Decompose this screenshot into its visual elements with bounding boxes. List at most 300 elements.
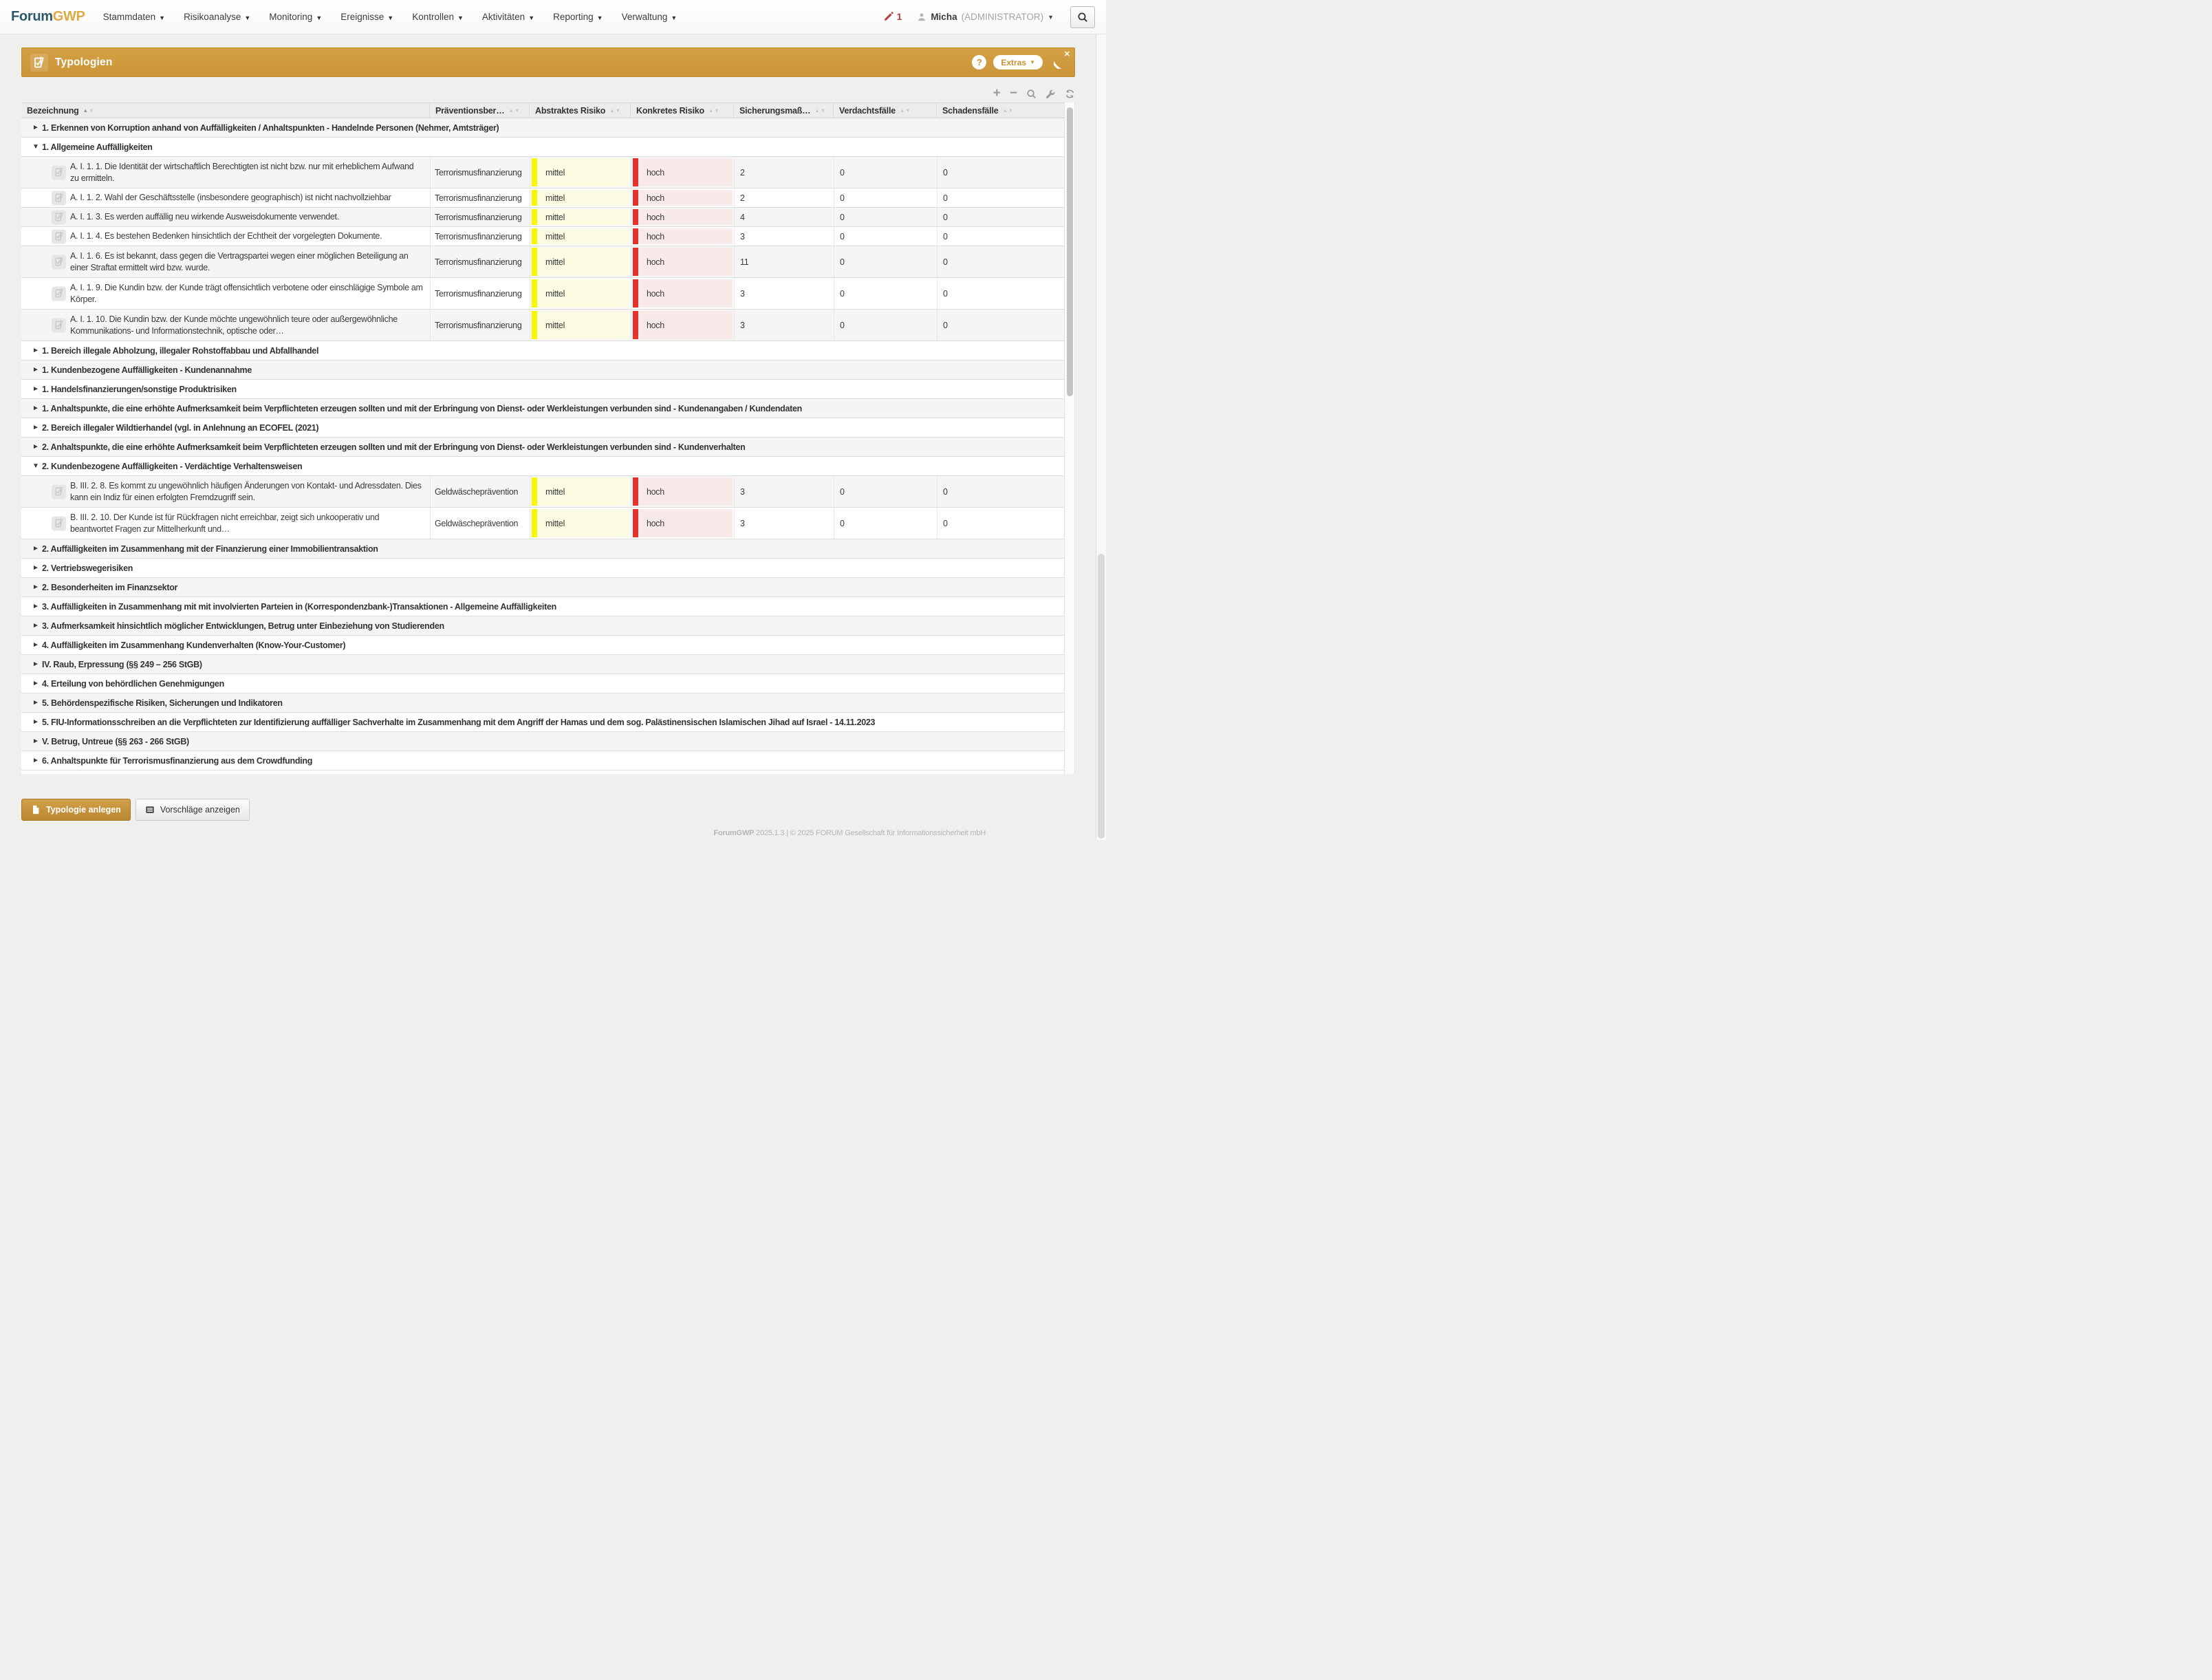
safeguards-count-cell: 2: [734, 189, 834, 207]
column-header-schadensfälle[interactable]: [937, 103, 1064, 118]
chevron-down-icon: ▼: [528, 14, 535, 21]
group-label: 1. Allgemeine Auffälligkeiten: [42, 142, 153, 152]
typology-row[interactable]: [21, 208, 1064, 227]
damage-cases-cell: 0: [937, 208, 1064, 226]
pending-edits-count: 1: [896, 12, 902, 22]
column-header-bezeichnung[interactable]: [21, 103, 430, 118]
search-icon[interactable]: [1026, 87, 1037, 100]
typology-name-cell: [21, 278, 430, 309]
suspicion-cases-cell: 0: [834, 208, 937, 226]
typology-row[interactable]: [21, 157, 1064, 189]
group-cell: [21, 380, 1064, 398]
pencil-icon: [883, 12, 893, 22]
suspicion-cases-cell: 0: [834, 310, 937, 341]
risk-badge-mittel: [532, 311, 629, 339]
group-row[interactable]: [21, 360, 1064, 380]
risk-color-bar: [633, 190, 638, 206]
risk-color-bar: [532, 228, 537, 244]
extras-label: Extras: [1001, 57, 1027, 67]
group-row[interactable]: [21, 616, 1064, 636]
panel-header-actions: [972, 55, 1043, 69]
group-cell: [21, 578, 1064, 596]
sort-icons[interactable]: ▲▼: [899, 107, 911, 114]
typology-row[interactable]: [21, 278, 1064, 310]
bottom-actions: [21, 799, 250, 821]
nav-menu-label: Monitoring: [269, 12, 313, 22]
risk-badge-mittel: [532, 158, 629, 186]
typology-name-cell: [21, 508, 430, 539]
chevron-down-icon: ▼: [316, 14, 323, 21]
typology-name-cell: [21, 310, 430, 341]
prevention-area-cell: Terrorismusfinanzierung: [430, 310, 530, 341]
column-header-sicherungsmaß[interactable]: [734, 103, 834, 118]
typology-check-icon: [52, 191, 66, 205]
group-cell: [21, 438, 1064, 456]
prevention-area-cell: Terrorismusfinanzierung: [430, 246, 530, 277]
risk-badge-hoch: [633, 209, 733, 225]
group-row[interactable]: [21, 578, 1064, 597]
risk-badge-hoch: [633, 509, 733, 537]
global-search-button[interactable]: [1070, 6, 1095, 28]
nav-menu-label: Stammdaten: [102, 12, 156, 22]
app-logo[interactable]: [11, 9, 85, 25]
caret-collapsed-icon[interactable]: ►: [32, 385, 39, 393]
risk-level-label: mittel: [537, 158, 629, 186]
table-header-row: [21, 103, 1064, 118]
group-label: 6. Anhaltspunkte für Terrorismusfinanzierung aus dem Crowdfunding: [42, 755, 313, 766]
group-label: 2. Vertriebswegerisiken: [42, 563, 133, 573]
sort-icons[interactable]: ▲▼: [83, 107, 95, 114]
typology-icon: [30, 54, 48, 72]
group-row[interactable]: [21, 539, 1064, 559]
risk-badge-mittel: [532, 190, 629, 206]
typology-row[interactable]: [21, 227, 1064, 246]
group-label: 1. Erkennen von Korruption anhand von Auffälligkeiten / Anhaltspunkten - Handelnde Personen (Nehmer, Amtsträger): [42, 122, 499, 133]
typology-check-icon: [52, 210, 66, 224]
user-name: Micha: [931, 12, 957, 22]
group-row[interactable]: [21, 713, 1064, 732]
prevention-area-cell: Geldwäscheprävention: [430, 476, 530, 507]
footer-separator: |: [786, 829, 788, 837]
group-cell: [21, 118, 1064, 137]
typology-check-icon: [52, 516, 66, 530]
footer-copyright: © 2025 FORUM Gesellschaft für Informationssicherheit mbH: [790, 829, 986, 837]
extras-button[interactable]: [993, 55, 1043, 69]
typology-text: A. I. 1. 2. Wahl der Geschäftsstelle (insbesondere geographisch) ist nicht nachvollziehbar: [70, 193, 391, 202]
group-label: 3. Auffälligkeiten in Zusammenhang mit mit involvierten Parteien in (Korrespondenzbank-)Transaktionen - Allgemeine Auffälligkeiten: [42, 601, 556, 612]
suspicion-cases-cell: 0: [834, 157, 937, 188]
chevron-down-icon: ▼: [671, 14, 677, 21]
suspicion-cases-cell: 0: [834, 508, 937, 539]
risk-color-bar: [633, 477, 638, 506]
group-row[interactable]: [21, 655, 1064, 674]
footer-app-name: ForumGWP: [713, 829, 755, 837]
create-typology-button[interactable]: [21, 799, 131, 821]
damage-cases-cell: 0: [937, 157, 1064, 188]
typology-row[interactable]: [21, 246, 1064, 278]
typology-name-cell: [21, 476, 430, 507]
risk-badge-hoch: [633, 279, 733, 308]
risk-color-bar: [532, 209, 537, 225]
footer-version: 2025.1.3: [756, 829, 785, 837]
damage-cases-cell: 0: [937, 189, 1064, 207]
typology-text: A. I. 1. 1. Die Identität der wirtschaftlich Berechtigten ist nicht bzw. nur mit erheblichem Aufwand zu ermitteln.: [70, 161, 414, 183]
sort-icons[interactable]: ▲▼: [508, 107, 521, 114]
nav-menu-risikoanalyse[interactable]: [184, 12, 250, 22]
typology-row[interactable]: [21, 476, 1064, 508]
typology-row[interactable]: [21, 508, 1064, 539]
risk-color-bar: [532, 190, 537, 206]
user-menu[interactable]: [917, 12, 1054, 22]
group-label: 2. Besonderheiten im Finanzsektor: [42, 582, 178, 592]
suspicion-cases-cell: 0: [834, 476, 937, 507]
safeguards-count-cell: 2: [734, 157, 834, 188]
risk-badge-mittel: [532, 209, 629, 225]
caret-collapsed-icon[interactable]: ►: [32, 443, 39, 451]
group-label: 1. Anhaltspunkte, die eine erhöhte Aufmerksamkeit beim Verpflichteten erzeugen sollten und mit der Erbringung von Dienst- oder Werkleistungen verbunden sind - Kundenangaben / Kundendaten: [42, 403, 803, 413]
suspicion-cases-cell: 0: [834, 227, 937, 246]
chevron-down-icon: ▼: [1048, 13, 1054, 21]
damage-cases-cell: 0: [937, 508, 1064, 539]
nav-menu-kontrollen[interactable]: [412, 12, 464, 22]
group-row[interactable]: [21, 674, 1064, 693]
risk-color-bar: [633, 158, 638, 186]
damage-cases-cell: 0: [937, 278, 1064, 309]
risk-color-bar: [633, 279, 638, 308]
group-label: 1. Handelsfinanzierungen/sonstige Produktrisiken: [42, 384, 237, 394]
footer: [713, 829, 986, 837]
group-label: V. Betrug, Untreue (§§ 263 - 266 StGB): [42, 736, 189, 746]
risk-color-bar: [532, 311, 537, 339]
typology-row[interactable]: [21, 189, 1064, 208]
risk-level-label: mittel: [537, 209, 629, 225]
wrench-icon[interactable]: [1045, 87, 1056, 100]
group-label: 1. Bereich illegale Abholzung, illegaler Rohstoffabbau und Abfallhandel: [42, 345, 319, 356]
safeguards-count-cell: 3: [734, 227, 834, 246]
group-row[interactable]: [21, 438, 1064, 457]
typology-text: A. I. 1. 6. Es ist bekannt, dass gegen die Vertragspartei wegen einer möglichen Beteiligung an einer Straftat ermittelt wird bzw. wurde.: [70, 250, 409, 272]
typology-check-icon: [52, 255, 66, 269]
risk-badge-mittel: [532, 279, 629, 308]
group-row[interactable]: [21, 636, 1064, 655]
risk-level-label: mittel: [537, 248, 629, 276]
risk-color-bar: [633, 248, 638, 276]
damage-cases-cell: 0: [937, 246, 1064, 277]
refresh-icon[interactable]: [1065, 87, 1075, 100]
minus-icon[interactable]: −: [1009, 86, 1017, 100]
risk-cell: [631, 310, 734, 341]
risk-cell: [530, 310, 631, 341]
risk-cell: [631, 246, 734, 277]
caret-collapsed-icon[interactable]: ►: [32, 680, 39, 687]
risk-badge-hoch: [633, 311, 733, 339]
group-row[interactable]: [21, 418, 1064, 438]
column-header-verdachtsfälle[interactable]: [834, 103, 937, 118]
prevention-area-cell: Terrorismusfinanzierung: [430, 157, 530, 188]
risk-level-label: hoch: [638, 209, 733, 225]
typology-text: A. I. 1. 3. Es werden auffällig neu wirkende Ausweisdokumente verwendet.: [70, 212, 339, 222]
group-cell: [21, 360, 1064, 379]
risk-cell: [530, 208, 631, 226]
column-header-abstraktes-risiko[interactable]: [530, 103, 631, 118]
nav-menu-reporting[interactable]: [553, 12, 603, 22]
typology-check-icon: [52, 286, 66, 301]
group-row[interactable]: [21, 732, 1064, 751]
nav-menu-label: Kontrollen: [412, 12, 454, 22]
group-cell: [21, 341, 1064, 360]
caret-collapsed-icon[interactable]: ►: [32, 424, 39, 431]
chevron-down-icon: ▼: [1030, 59, 1035, 65]
suspicion-cases-cell: 0: [834, 246, 937, 277]
safeguards-count-cell: 4: [734, 208, 834, 226]
plus-icon[interactable]: +: [993, 86, 1001, 100]
caret-expanded-icon[interactable]: ▼: [32, 462, 39, 470]
risk-cell: [530, 227, 631, 246]
risk-cell: [530, 157, 631, 188]
caret-collapsed-icon[interactable]: ►: [32, 737, 39, 745]
risk-cell: [530, 508, 631, 539]
app-logo-part2: GWP: [52, 9, 85, 24]
typology-text: A. I. 1. 4. Es bestehen Bedenken hinsichtlich der Echtheit der vorgelegten Dokumente.: [70, 231, 382, 241]
column-header-konkretes-risiko[interactable]: [631, 103, 734, 118]
prevention-area-cell: Geldwäscheprävention: [430, 508, 530, 539]
group-label: 4. Erteilung von behördlichen Genehmigungen: [42, 678, 224, 689]
nav-menu-label: Risikoanalyse: [184, 12, 241, 22]
window-scrollbar[interactable]: [1096, 34, 1106, 840]
risk-level-label: mittel: [537, 509, 629, 537]
nav-menu-monitoring[interactable]: [269, 12, 322, 22]
risk-level-label: hoch: [638, 311, 733, 339]
prevention-area-cell: Terrorismusfinanzierung: [430, 208, 530, 226]
nav-menu-label: Reporting: [553, 12, 594, 22]
suspicion-cases-cell: 0: [834, 278, 937, 309]
risk-cell: [631, 208, 734, 226]
show-suggestions-button[interactable]: [135, 799, 250, 821]
risk-badge-hoch: [633, 158, 733, 186]
nav-menu-stammdaten[interactable]: [103, 12, 165, 22]
group-cell: [21, 539, 1064, 558]
page-title: Typologien: [55, 56, 113, 68]
prevention-area-cell: Terrorismusfinanzierung: [430, 227, 530, 246]
column-label: Abstraktes Risiko: [535, 105, 606, 116]
group-row[interactable]: [21, 341, 1064, 360]
group-cell: [21, 597, 1064, 616]
chevron-down-icon: ▼: [457, 14, 464, 21]
caret-collapsed-icon[interactable]: ►: [32, 347, 39, 354]
group-cell: [21, 655, 1064, 674]
risk-level-label: mittel: [537, 311, 629, 339]
risk-cell: [530, 246, 631, 277]
app-logo-part1: Forum: [11, 9, 53, 24]
risk-level-label: hoch: [638, 279, 733, 308]
group-row[interactable]: [21, 559, 1064, 578]
risk-level-label: mittel: [537, 228, 629, 244]
group-cell: [21, 713, 1064, 731]
damage-cases-cell: 0: [937, 227, 1064, 246]
group-label: 2. Anhaltspunkte, die eine erhöhte Aufmerksamkeit beim Verpflichteten erzeugen sollten und mit der Erbringung von Dienst- oder Werkleistungen verbunden sind - Kundenverhalten: [42, 442, 746, 452]
risk-level-label: hoch: [638, 190, 733, 206]
caret-collapsed-icon[interactable]: ►: [32, 564, 39, 572]
safeguards-count-cell: 11: [734, 246, 834, 277]
risk-cell: [631, 157, 734, 188]
risk-color-bar: [532, 477, 537, 506]
caret-collapsed-icon[interactable]: ►: [32, 366, 39, 374]
chevron-down-icon: ▼: [596, 14, 603, 21]
risk-badge-mittel: [532, 477, 629, 506]
risk-color-bar: [532, 158, 537, 186]
window-scrollbar-thumb[interactable]: [1098, 554, 1105, 839]
nav-menu-label: Verwaltung: [621, 12, 668, 22]
risk-level-label: mittel: [537, 190, 629, 206]
caret-collapsed-icon[interactable]: ►: [32, 718, 39, 726]
risk-color-bar: [532, 248, 537, 276]
nav-menu-ereignisse[interactable]: [340, 12, 393, 22]
group-cell: [21, 418, 1064, 437]
caret-collapsed-icon[interactable]: ►: [32, 405, 39, 412]
list-icon: [145, 805, 155, 815]
caret-collapsed-icon[interactable]: ►: [32, 603, 39, 610]
typology-check-icon: [52, 165, 66, 180]
typology-name-cell: [21, 227, 430, 246]
group-row[interactable]: [21, 380, 1064, 399]
risk-cell: [631, 227, 734, 246]
typology-name-cell: [21, 189, 430, 207]
risk-level-label: hoch: [638, 228, 733, 244]
close-icon: ✕: [1063, 50, 1070, 58]
prevention-area-cell: Terrorismusfinanzierung: [430, 189, 530, 207]
group-cell: [21, 693, 1064, 712]
caret-collapsed-icon[interactable]: ►: [32, 124, 39, 131]
typology-text: A. I. 1. 10. Die Kundin bzw. der Kunde möchte ungewöhnlich teure oder außergewöhnliche Kommunikations- und Informationstechnik, optische oder…: [70, 314, 398, 336]
nav-menu-aktivitäten[interactable]: [482, 12, 534, 22]
group-row[interactable]: [21, 751, 1064, 771]
risk-color-bar: [532, 509, 537, 537]
caret-collapsed-icon[interactable]: ►: [32, 660, 39, 668]
risk-cell: [530, 189, 631, 207]
sort-icons[interactable]: ▲▼: [814, 107, 827, 114]
table-scrollbar-thumb[interactable]: [1067, 107, 1073, 396]
risk-cell: [530, 476, 631, 507]
column-label: Präventionsber…: [435, 105, 505, 116]
safeguards-count-cell: 3: [734, 278, 834, 309]
suspicion-cases-cell: 0: [834, 189, 937, 207]
chevron-down-icon: ▼: [387, 14, 394, 21]
damage-cases-cell: 0: [937, 476, 1064, 507]
column-label: Konkretes Risiko: [636, 105, 704, 116]
group-row[interactable]: [21, 399, 1064, 418]
group-label: 3. Aufmerksamkeit hinsichtlich möglicher Entwicklungen, Betrug unter Einbeziehung von Studierenden: [42, 621, 444, 631]
prevention-area-cell: Terrorismusfinanzierung: [430, 278, 530, 309]
typology-row[interactable]: [21, 310, 1064, 341]
table-body: [21, 118, 1064, 771]
search-icon: [1077, 12, 1088, 23]
column-label: Bezeichnung: [27, 105, 79, 116]
table-toolbar: [993, 87, 1075, 100]
group-row[interactable]: [21, 693, 1064, 713]
group-label: 2. Bereich illegaler Wildtierhandel (vgl. in Anlehnung an ECOFEL (2021): [42, 422, 319, 433]
caret-collapsed-icon[interactable]: ►: [32, 757, 39, 764]
typology-name-cell: [21, 208, 430, 226]
group-row[interactable]: [21, 457, 1064, 476]
risk-cell: [631, 189, 734, 207]
column-label: Sicherungsmaß…: [739, 105, 811, 116]
risk-cell: [631, 508, 734, 539]
top-navbar: [0, 0, 1106, 34]
group-label: 2. Kundenbezogene Auffälligkeiten - Verdächtige Verhaltensweisen: [42, 461, 303, 471]
caret-expanded-icon[interactable]: ▼: [32, 143, 39, 151]
group-label: 2. Auffälligkeiten im Zusammenhang mit der Finanzierung einer Immobilientransaktion: [42, 543, 378, 554]
user-icon: [917, 12, 926, 22]
column-header-präventionsber[interactable]: [430, 103, 530, 118]
risk-badge-mittel: [532, 228, 629, 244]
risk-cell: [530, 278, 631, 309]
close-panel-button[interactable]: [1054, 48, 1074, 69]
risk-badge-mittel: [532, 248, 629, 276]
risk-level-label: hoch: [638, 248, 733, 276]
group-row[interactable]: [21, 597, 1064, 616]
chevron-down-icon: ▼: [244, 14, 251, 21]
group-cell: [21, 674, 1064, 693]
typology-check-icon: [52, 229, 66, 244]
sort-icons[interactable]: ▲▼: [609, 107, 622, 114]
help-button[interactable]: ?: [972, 55, 986, 69]
caret-collapsed-icon[interactable]: ►: [32, 622, 39, 629]
chevron-down-icon: ▼: [159, 14, 166, 21]
pending-edits-indicator[interactable]: [883, 12, 902, 22]
risk-color-bar: [633, 228, 638, 244]
group-cell: [21, 732, 1064, 751]
risk-badge-hoch: [633, 477, 733, 506]
risk-level-label: hoch: [638, 158, 733, 186]
typology-check-icon: [52, 484, 66, 499]
group-row[interactable]: [21, 118, 1064, 138]
table-scrollbar[interactable]: [1064, 103, 1075, 774]
risk-color-bar: [633, 209, 638, 225]
group-cell: [21, 559, 1064, 577]
sort-icons[interactable]: ▲▼: [708, 107, 720, 114]
panel-header: [21, 47, 1075, 77]
sort-icons[interactable]: ▲▼: [1002, 107, 1015, 114]
safeguards-count-cell: 3: [734, 310, 834, 341]
risk-level-label: mittel: [537, 279, 629, 308]
risk-badge-hoch: [633, 248, 733, 276]
typology-text: B. III. 2. 8. Es kommt zu ungewöhnlich häufigen Änderungen von Kontakt- und Adressdaten. Dies kann ein Indiz für einen erfolgten Fremdzugriff sein.: [70, 480, 422, 502]
safeguards-count-cell: 3: [734, 476, 834, 507]
risk-color-bar: [633, 509, 638, 537]
caret-collapsed-icon[interactable]: ►: [32, 641, 39, 649]
group-label: 5. Behördenspezifische Risiken, Sicherungen und Indikatoren: [42, 698, 283, 708]
group-row[interactable]: [21, 138, 1064, 157]
group-label: 1. Kundenbezogene Auffälligkeiten - Kundenannahme: [42, 365, 252, 375]
damage-cases-cell: 0: [937, 310, 1064, 341]
caret-collapsed-icon[interactable]: ►: [32, 545, 39, 552]
navbar-right: [883, 6, 1095, 28]
group-cell: [21, 636, 1064, 654]
group-label: 4. Auffälligkeiten im Zusammenhang Kundenverhalten (Know-Your-Customer): [42, 640, 346, 650]
risk-color-bar: [633, 311, 638, 339]
risk-badge-mittel: [532, 509, 629, 537]
caret-collapsed-icon[interactable]: ►: [32, 699, 39, 707]
caret-collapsed-icon[interactable]: ►: [32, 583, 39, 591]
group-label: IV. Raub, Erpressung (§§ 249 – 256 StGB): [42, 659, 202, 669]
group-cell: [21, 616, 1064, 635]
safeguards-count-cell: 3: [734, 508, 834, 539]
nav-menu-verwaltung[interactable]: [622, 12, 677, 22]
risk-color-bar: [532, 279, 537, 308]
typology-text: A. I. 1. 9. Die Kundin bzw. der Kunde trägt offensichtlich verbotene oder einschlägige Symbole am Körper.: [70, 282, 423, 304]
typology-check-icon: [52, 318, 66, 332]
risk-level-label: mittel: [537, 477, 629, 506]
